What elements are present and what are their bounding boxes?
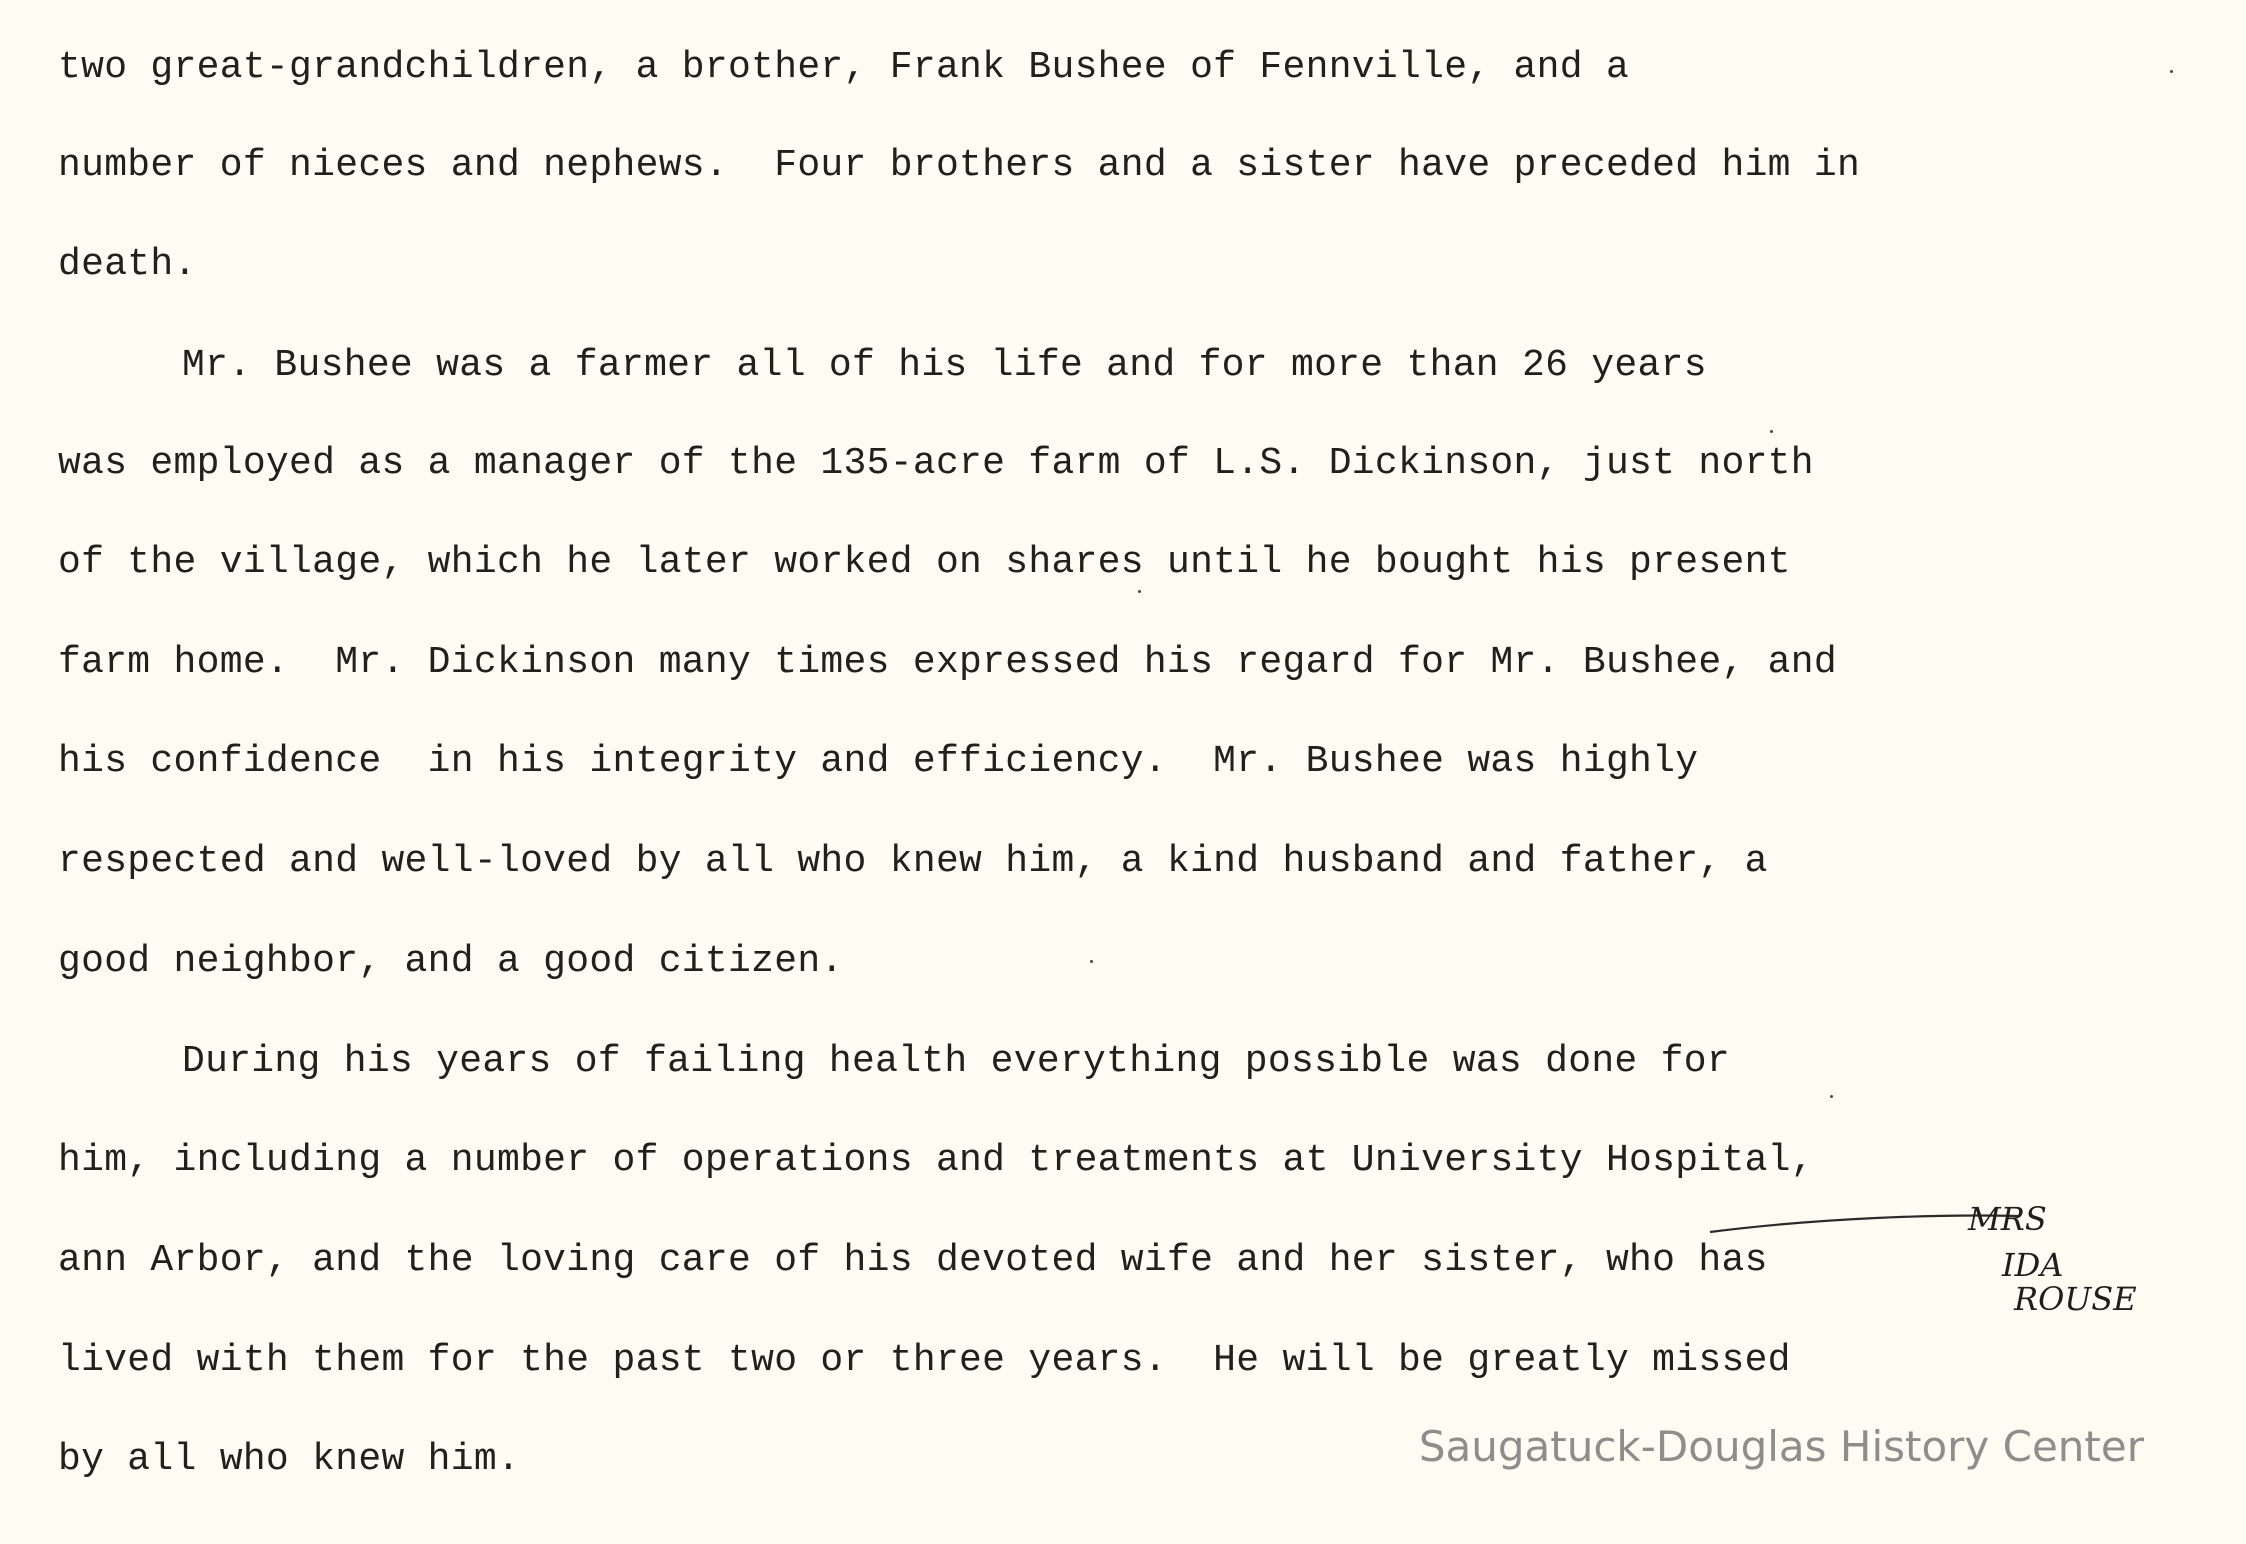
paper-speck: [1138, 590, 1141, 593]
paper-speck: [1770, 430, 1773, 433]
annotation-line-mrs: MRS: [1968, 1200, 2047, 1238]
text-line: of the village, which he later worked on shares until he bought his present: [58, 541, 1791, 584]
paragraph-start-line: During his years of failing health everything possible was done for: [182, 1040, 1730, 1083]
text-line: him, including a number of operations and treatments at University Hospital,: [58, 1139, 1814, 1182]
paper-speck: [1830, 1095, 1833, 1098]
handwritten-annotation-drawing: [1700, 1192, 2180, 1332]
text-line: by all who knew him.: [58, 1438, 521, 1481]
paper-speck: [2170, 70, 2173, 73]
text-line: farm home. Mr. Dickinson many times expressed his regard for Mr. Bushee, and: [58, 641, 1837, 684]
text-line: ann Arbor, and the loving care of his devoted wife and her sister, who has: [58, 1239, 1768, 1282]
paper-speck: [1090, 960, 1093, 963]
annotation-line-rouse: ROUSE: [2014, 1280, 2137, 1318]
text-line: was employed as a manager of the 135-acre farm of L.S. Dickinson, just north: [58, 442, 1814, 485]
text-line: good neighbor, and a good citizen.: [58, 940, 844, 983]
watermark: Saugatuck-Douglas History Center: [1418, 1422, 2144, 1471]
text-line: respected and well-loved by all who knew him, a kind husband and father, a: [58, 840, 1768, 883]
text-line: lived with them for the past two or three years. He will be greatly missed: [58, 1339, 1791, 1382]
text-line: death.: [58, 243, 197, 286]
paragraph-start-line: Mr. Bushee was a farmer all of his life and for more than 26 years: [182, 344, 1707, 387]
text-line: two great-grandchildren, a brother, Frank Bushee of Fennville, and a: [58, 46, 1630, 89]
text-line: his confidence in his integrity and efficiency. Mr. Bushee was highly: [58, 740, 1699, 783]
annotation-line-ida: IDA: [2002, 1246, 2064, 1284]
handwritten-annotation: [1700, 1192, 2180, 1332]
text-line: number of nieces and nephews. Four brothers and a sister have preceded him in: [58, 144, 1861, 187]
